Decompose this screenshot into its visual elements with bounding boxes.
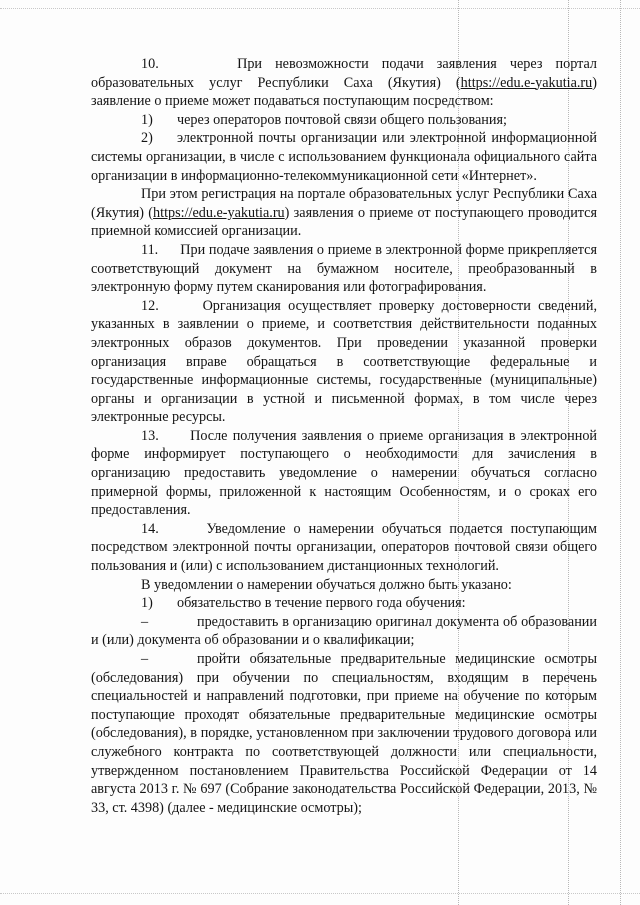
sub-list-item: [91, 650, 597, 817]
item-marker: 1): [141, 595, 153, 612]
paragraph-text: При невозможности подачи заявления через портал образовательных услуг Республики Саха (Якутия) (: [91, 56, 598, 91]
portal-link[interactable]: https://edu.e-yakutia.ru: [153, 204, 285, 221]
list-item: [91, 129, 597, 185]
paragraph-text: Организация осуществляет проверку достоверности сведений, указанных в заявлении о приеме, и соответствия действительности поданных электронных образов документов. При проведении указанной проверки организация вправе обращаться в соответствующие федеральные и государственные информационные системы, государственные (муниципальные) органы и организации в устной и письменной формах, в том числе через электронные ресурсы.: [91, 297, 598, 426]
paragraph-number: 14.: [141, 520, 159, 537]
paragraph-text: После получения заявления о приеме организация в электронной форме информирует поступающего о необходимости для зачисления в организацию предоставить уведомление о намерении обучаться согласно примерной формы, приложенной к настоящим Особенностям, и о сроках его предоставления.: [91, 427, 598, 519]
paragraph-text: ) заявление о приеме может подаваться поступающим посредством:: [91, 74, 597, 110]
paragraph-10: [91, 55, 597, 111]
item-text: пройти обязательные предварительные медицинские осмотры (обследования) при обучении по специальностям, входящим в перечень специальностей и направлений подготовки, при приеме на обучение по которым поступающие проходят обязательные предварительные медицинские осмотры (обследования), в порядке, установленном при заключении трудового договора или служебного контракта по соответствующей должности или специальности, утвержденном постановлением Правительства Российской Федерации от 14 августа 2013 г. № 697 (Собрание законодательства Российской Федерации, 2013, № 33, ст. 4398) (далее - медицинские осмотры);: [91, 651, 597, 816]
paragraph-note: [91, 185, 597, 241]
paragraph-13: [91, 427, 597, 520]
paragraph-number: 11.: [141, 241, 159, 258]
item-marker: –: [141, 613, 149, 630]
paragraph-11: [91, 241, 597, 297]
sub-list-item: [91, 613, 597, 650]
list-item: [91, 111, 597, 130]
paragraph-text: При подаче заявления о приеме в электронной форме прикрепляется соответствующий документ на бумажном носителе, преобразованный в электронную форму путем сканирования или фотографирования.: [91, 241, 597, 296]
item-marker: 2): [141, 130, 153, 147]
item-marker: 1): [141, 111, 153, 128]
scan-artifact-line: [0, 8, 640, 9]
item-marker: –: [141, 651, 149, 667]
paragraph-text: Уведомление о намерении обучаться подается поступающим посредством электронной почты организации, операторов почтовой связи общего пользования и (или) с использованием дистанционных технологий.: [91, 520, 597, 575]
item-text: через операторов почтовой связи общего пользования;: [177, 111, 507, 128]
item-text: обязательство в течение первого года обучения:: [177, 595, 466, 612]
paragraph-note: В уведомлении о намерении обучаться должно быть указано:: [141, 576, 512, 593]
paragraph-text: ) заявления о приеме от поступающего проводится приемной комиссией организации.: [91, 204, 598, 240]
paragraph-number: 10.: [141, 56, 159, 72]
paragraph-text: При этом регистрация на портале образовательных услуг Республики Саха (Якутия) (: [91, 186, 597, 221]
scan-artifact-line: [620, 0, 621, 905]
scan-artifact-line: [0, 893, 640, 894]
item-text: предоставить в организацию оригинал документа об образовании и (или) документа об образовании и о квалификации;: [91, 613, 597, 649]
portal-link[interactable]: https://edu.e-yakutia.ru: [460, 74, 593, 91]
document-body: [91, 55, 597, 817]
list-item: [91, 594, 597, 613]
paragraph-12: [91, 297, 597, 427]
paragraph-number: 12.: [141, 297, 159, 314]
item-text: электронной почты организации или электронной информационной системы организации, в числе с использованием функционала официального сайта организации в информационно-телекоммуникационной сети «Интернет».: [91, 130, 597, 184]
paragraph-14: [91, 520, 597, 576]
paragraph-number: 13.: [141, 427, 159, 444]
